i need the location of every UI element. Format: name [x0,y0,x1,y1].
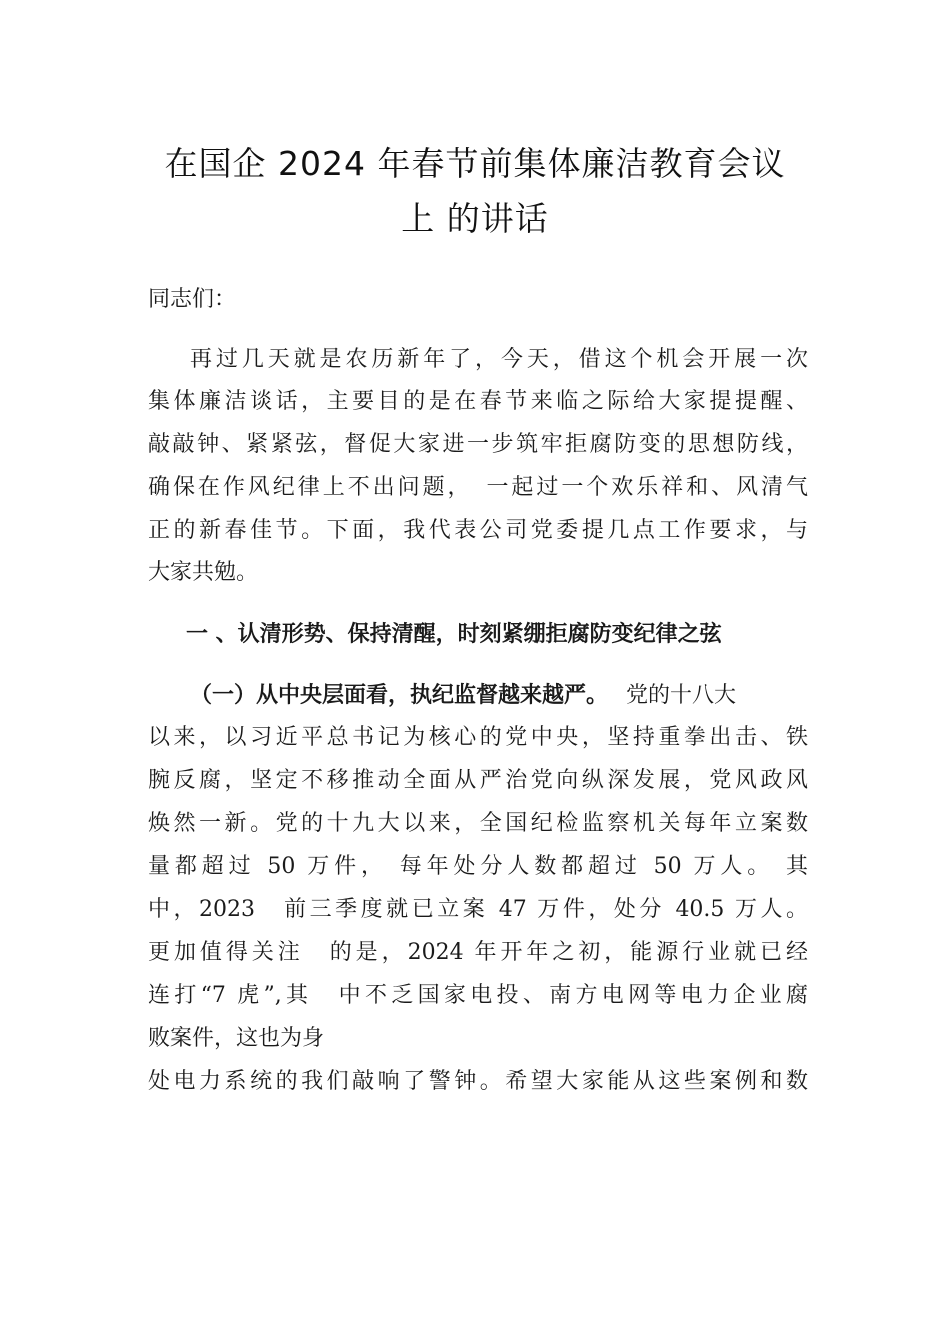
paragraph-2-line-1: 以来，以习近平总书记为核心的党中央，坚持重拳出击、铁 [148,725,808,750]
paragraph-1-line-6: 大家共勉。 [148,560,259,585]
subsection-1-heading: （一）从中央层面看，执纪监督越来越严。 [190,682,609,708]
paragraph-2-line-2: 腕反腐，坚定不移推动全面从严治党向纵深发展，党风政风 [148,768,808,793]
paragraph-2-line-8: 败案件，这也为身 [148,1026,325,1051]
paragraph-2-line-7: 连打“7 虎”,其 中不乏国家电投、南方电网等电力企业腐 [148,983,808,1008]
paragraph-1-line-1: 再过几天就是农历新年了，今天，借这个机会开展一次 [190,347,808,372]
paragraph-2-line-9: 处电力系统的我们敲响了警钟。希望大家能从这些案例和数 [148,1069,808,1094]
subsection-1-lead-line [190,680,808,711]
paragraph-1-line-3: 敲敲钟、紧紧弦，督促大家进一步筑牢拒腐防变的思想防线， [148,432,808,457]
paragraph-1-line-4: 确保在作风纪律上不出问题， 一起过一个欢乐祥和、风清气 [148,475,808,500]
document-title-line-1: 在国企 2024 年春节前集体廉洁教育会议 [164,144,786,183]
paragraph-1-line-5: 正的新春佳节。下面，我代表公司党委提几点工作要求，与 [148,518,808,543]
paragraph-2-line-3: 焕然一新。党的十九大以来，全国纪检监察机关每年立案数 [148,811,808,836]
subsection-1-lead-tail: 党的十八大 [626,683,737,708]
paragraph-2-line-4: 量都超过 50 万件， 每年处分人数都超过 50 万人。 其 [148,854,808,879]
salutation: 同志们： [148,287,237,312]
section-1-heading: 一 、认清形势、保持清醒，时刻紧绷拒腐防变纪律之弦 [186,622,722,647]
document-title-line-2: 上 的讲话 [401,199,549,238]
paragraph-2-line-6: 更加值得关注 的是，2024 年开年之初，能源行业就已经 [148,940,808,965]
paragraph-2-line-5: 中，2023 前三季度就已立案 47 万件，处分 40.5 万人。 [148,897,808,922]
paragraph-1-line-2: 集体廉洁谈话，主要目的是在春节来临之际给大家提提醒、 [148,389,808,414]
